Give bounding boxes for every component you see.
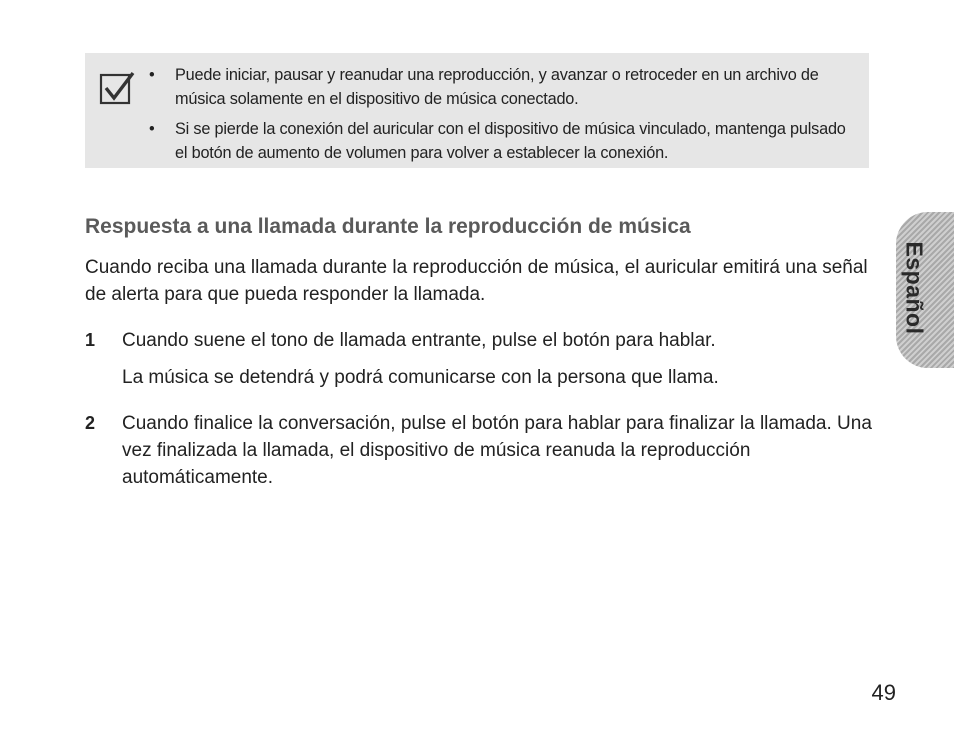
bullet: • <box>149 66 155 84</box>
note-item <box>149 63 861 111</box>
step-number: 2 <box>85 413 96 433</box>
note-list <box>149 63 861 171</box>
note-item <box>149 117 861 165</box>
step-text: Cuando suene el tono de llamada entrante, pulse el botón para hablar. <box>122 330 716 351</box>
step-subtext: La música se detendrá y podrá comunicarse con la persona que llama. <box>122 367 719 388</box>
note-text: Si se pierde la conexión del auricular con el dispositivo de música vinculado, mantenga pulsado el botón de aumento de volumen para volver a establecer la conexión. <box>175 120 846 162</box>
language-side-tab <box>896 212 954 368</box>
note-text: Puede iniciar, pausar y reanudar una reproducción, y avanzar o retroceder en un archivo de música solamente en el dispositivo de música conectado. <box>175 66 819 108</box>
checkbox-check-icon <box>99 71 135 107</box>
language-tab-label: Español <box>901 241 928 335</box>
step-body <box>122 410 882 491</box>
step-body <box>122 327 882 391</box>
section-title: Respuesta a una llamada durante la reproducción de música <box>85 215 691 238</box>
page-number: 49 <box>871 680 896 705</box>
step-text: Cuando finalice la conversación, pulse el botón para hablar para finalizar la llamada. Una vez finalizada la llamada, el dispositivo de música reanuda la reproducción automáticamente. <box>122 413 872 488</box>
step-number: 1 <box>85 330 96 350</box>
bullet: • <box>149 120 155 138</box>
intro-paragraph: Cuando reciba una llamada durante la reproducción de música, el auricular emitirá una señal de alerta para que pueda responder la llamada. <box>85 257 868 305</box>
note-box <box>85 53 869 168</box>
